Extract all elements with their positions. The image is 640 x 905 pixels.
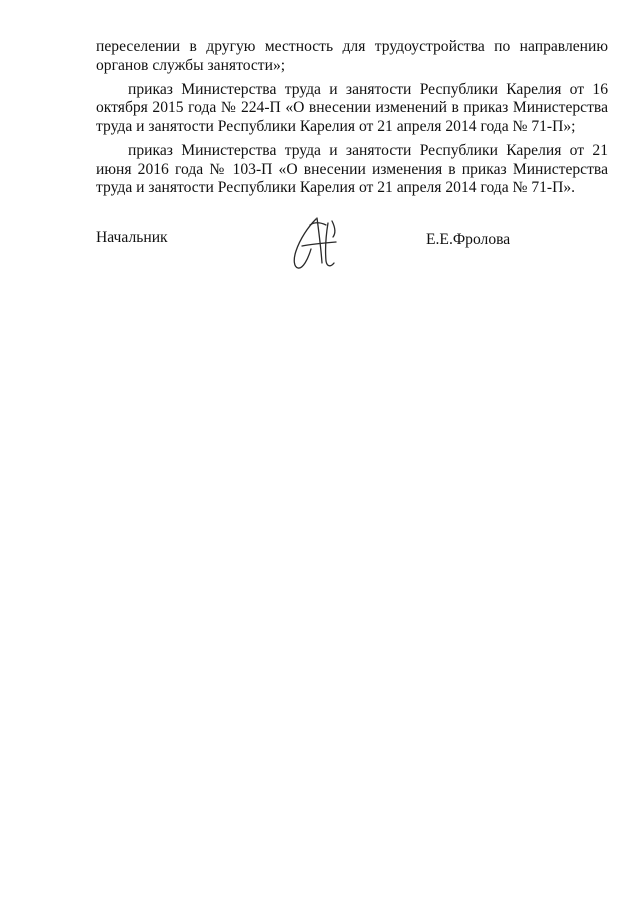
paragraph-1: переселении в другую местность для трудоустройства по направлению органов службы занятости»;: [96, 38, 608, 74]
paragraph-2: приказ Министерства труда и занятости Республики Карелия от 16 октября 2015 года № 224-П «О внесении изменений в приказ Министерства труда и занятости Республики Карелия от 21 апреля 2014 года № 71-П»;: [96, 80, 608, 135]
handwritten-signature: [286, 213, 352, 273]
signatory-title: Начальник: [96, 229, 168, 246]
signatory-name: Е.Е.Фролова: [426, 231, 511, 248]
paragraph-3: приказ Министерства труда и занятости Республики Карелия от 21 июня 2016 года № 103-П «О внесении изменения в приказ Министерства труда и занятости Республики Карелия от 21 апреля 2014 года № 71-П».: [96, 141, 608, 197]
document-body: [96, 38, 608, 203]
signature-block: [96, 229, 516, 279]
